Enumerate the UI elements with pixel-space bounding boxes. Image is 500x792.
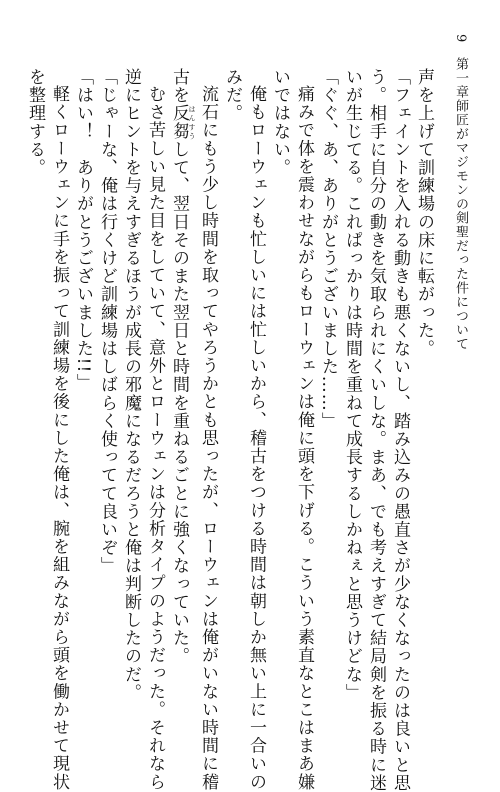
text-line: 「フェイントを入れる動きも悪くないし、踏み込みの愚直さが少なくなったのは良いと思 (390, 68, 410, 792)
text-line: 「じゃーな、俺は行くけど訓練場はしばらく使ってて良いぞ」 (97, 68, 117, 575)
page-number: 9 (453, 34, 468, 44)
ruby-reading: はんすう (188, 104, 196, 141)
chapter-label: 第一章 (453, 57, 468, 100)
body-text (16, 68, 436, 792)
text-line: 声を上げて訓練場の床に転がった。 (414, 68, 434, 358)
text-line: う。相手に自分の動きを気取られにくいしな。まあ、でも考えすぎて結局剣を振る時に迷 (366, 68, 386, 792)
text-line: 痛みで体を震わせながらもローウェンは俺に頭を下げる。こういう素直なとこはまあ嫌 (294, 85, 314, 791)
text-line: 軽くローウェンに手を振って訓練場を後にした俺は、腕を組みながら頭を働かせて現状 (49, 85, 69, 791)
text-line: いが生じてる。これぱっかりは時間を重ねて成長するしかねぇと思うけどな」 (342, 68, 362, 702)
text-segment: 古を (169, 68, 189, 105)
ruby-base: 反芻 (169, 104, 189, 141)
text-line: みだ。 (222, 68, 242, 123)
text-line: むさ苦しい見た目をしていて、意外とローウェンは分析タイプのようだった。それなら (145, 85, 165, 791)
running-header (448, 34, 472, 352)
text-line: 「ぐぐ、あ、ありがとうございました……」 (318, 68, 338, 430)
ruby-word (169, 104, 196, 141)
text-line: いではない。 (270, 68, 290, 177)
book-title: 師匠がマジモンの剣聖だった件について (453, 99, 468, 352)
text-line: 流石にもう少し時間を取ってやろうかとも思ったが、ローウェンは俺がいない時間に稽 (198, 85, 218, 791)
text-line-with-ruby (167, 68, 196, 688)
text-line: 俺もローウェンも忙しいには忙しいから、稽古をつける時間は朝しか無い上に一合いの (246, 85, 266, 791)
text-segment: して、翌日そのまた翌日と時間を重ねるごとに強くなっていた。 (169, 140, 189, 666)
text-line: を整理する。 (25, 68, 45, 177)
text-line: 逆にヒントを与えすぎるほうが成長の邪魔になるだろうと俺は判断したのだ。 (121, 68, 141, 702)
text-line: 「はい！ ありがとうございました!!」 (73, 68, 93, 392)
